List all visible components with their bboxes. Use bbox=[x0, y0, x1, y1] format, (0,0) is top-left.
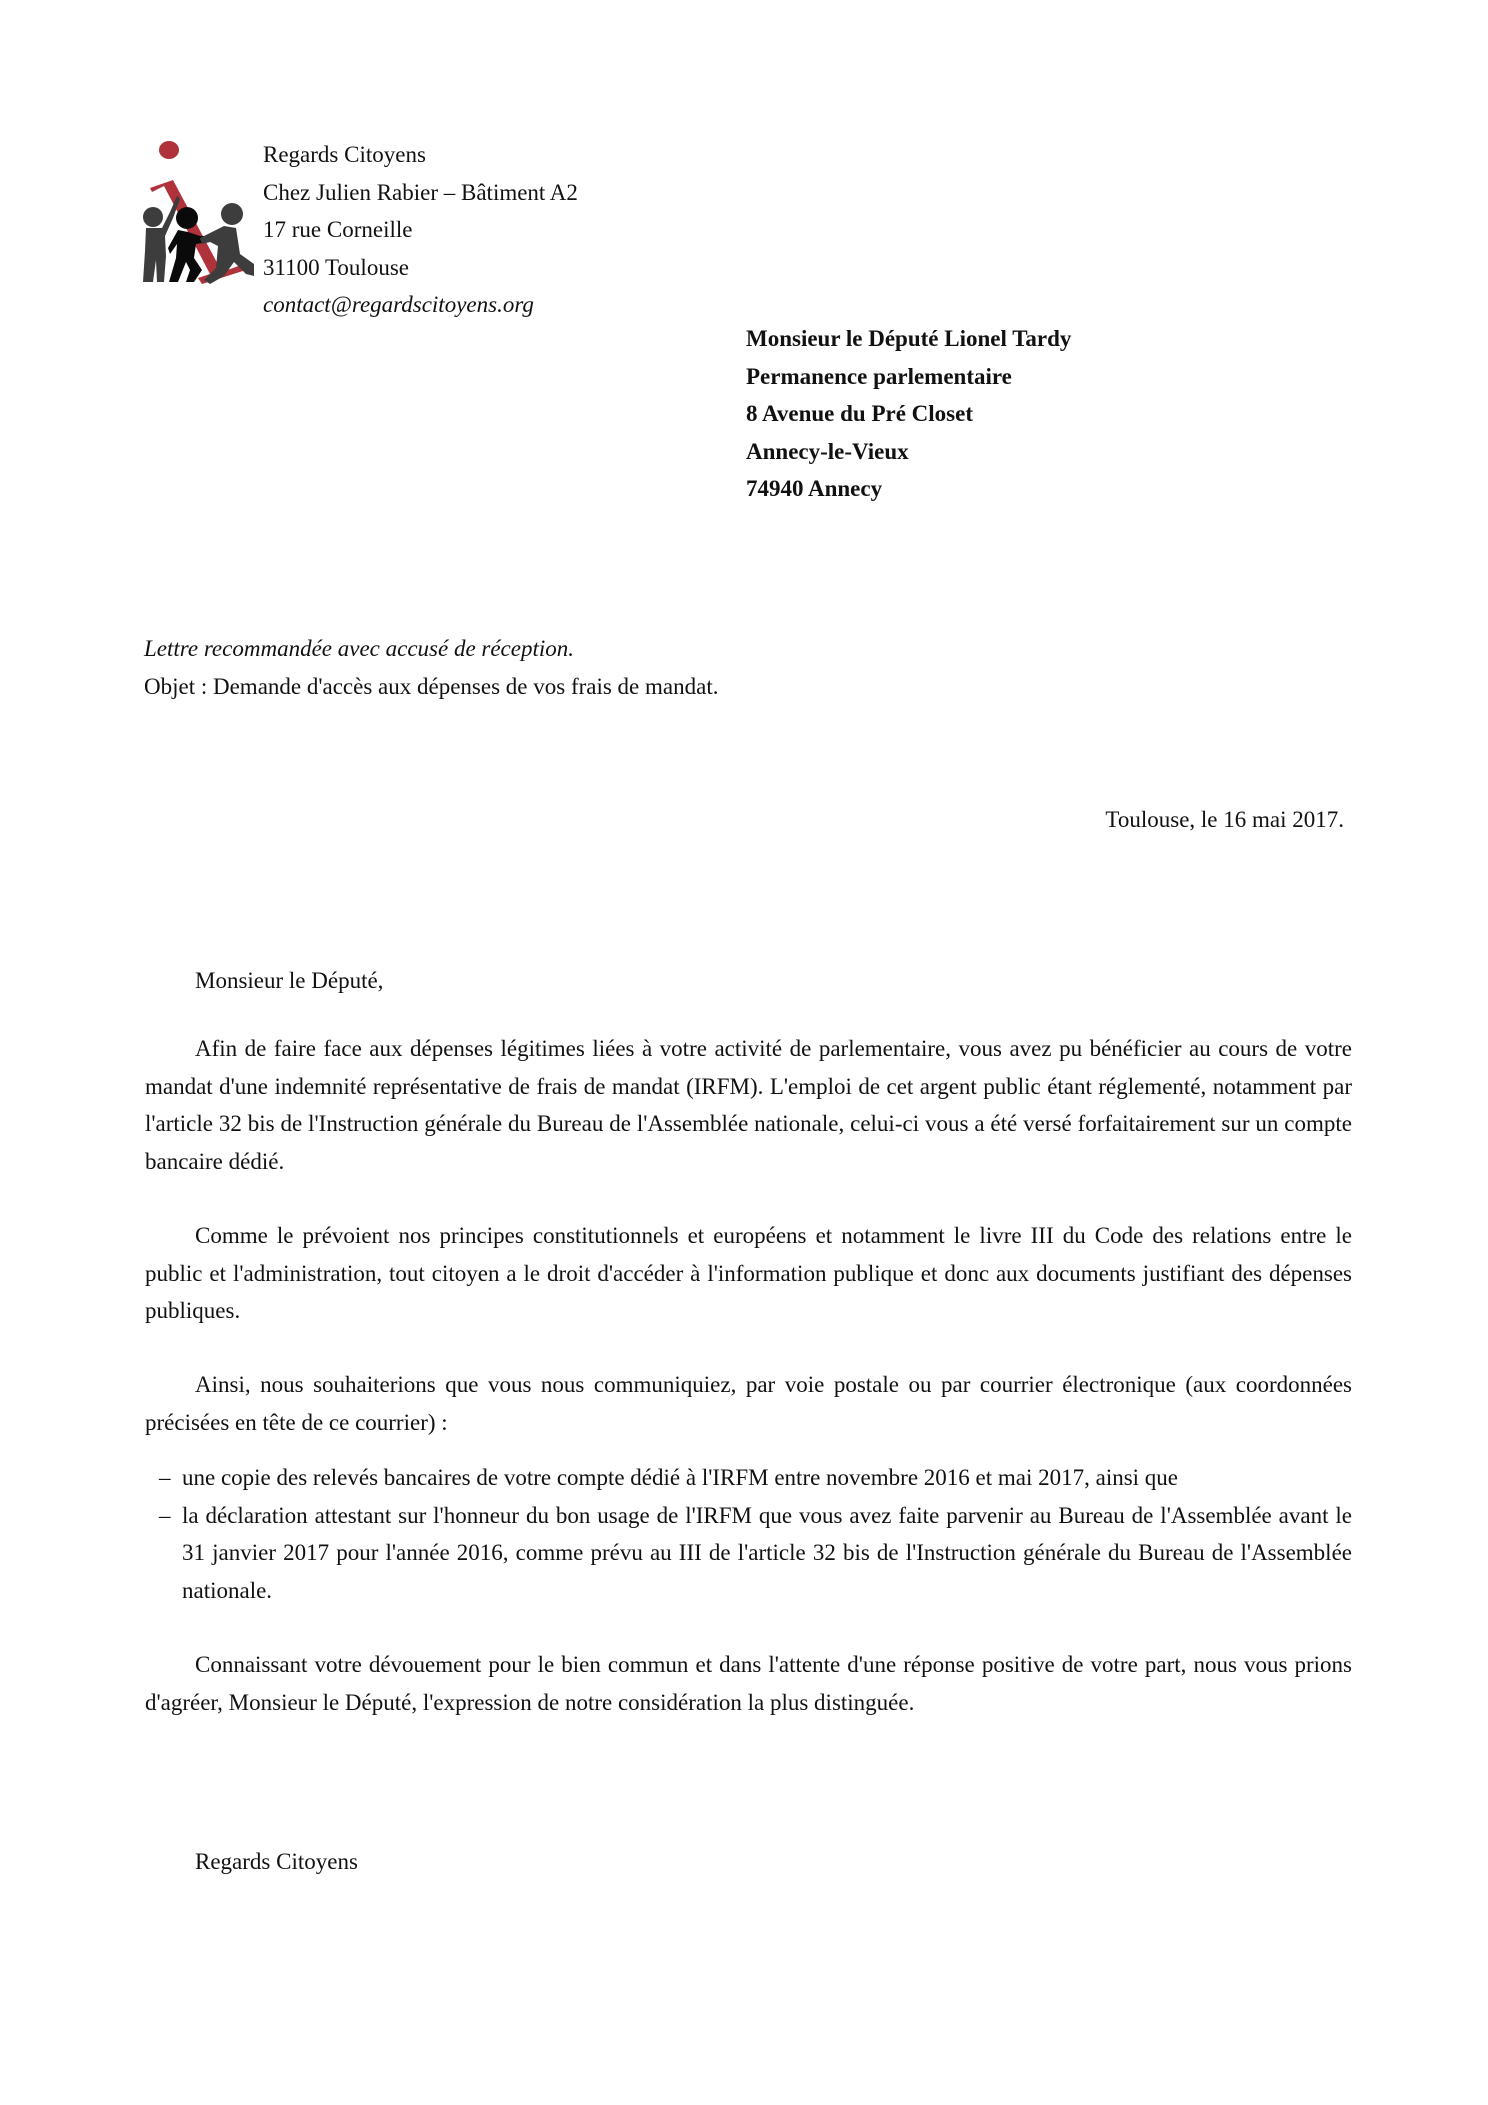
body-paragraph-2: Comme le prévoient nos principes constitutionnels et européens et notamment le livre III du Code des relations entre le public et l'administration, tout citoyen a le droit d'accéder à l'information publique et donc aux documents justifiant des dépenses publiques. bbox=[145, 1223, 1352, 1324]
recipient-street: 8 Avenue du Pré Closet bbox=[746, 401, 974, 427]
recipient-locality: Annecy-le-Vieux bbox=[746, 438, 909, 464]
list-item-text: la déclaration attestant sur l'honneur du bon usage de l'IRFM que vous avez faite parvenir au Bureau de l'Assemblée avant le 31 janvier 2017 pour l'année 2016, comme prévu au III de l'article 32 bis de l'Instruction générale du Bureau de l'Assemblée nationale. bbox=[182, 1502, 1352, 1603]
sender-city: 31100 Toulouse bbox=[263, 254, 409, 280]
sender-address-line2: 17 rue Corneille bbox=[263, 217, 413, 243]
regards-citoyens-logo-icon bbox=[140, 136, 255, 286]
recipient-name: Monsieur le Député Lionel Tardy bbox=[746, 326, 1072, 351]
recipient-address-block bbox=[746, 320, 1071, 508]
list-item bbox=[159, 1459, 1352, 1497]
delivery-note: Lettre recommandée avec accusé de réception. bbox=[144, 636, 575, 661]
list-item bbox=[159, 1497, 1352, 1610]
sender-email: contact@regardscitoyens.org bbox=[263, 292, 534, 318]
dash-bullet: – bbox=[159, 1502, 171, 1528]
sender-address-block bbox=[263, 136, 578, 324]
salutation: Monsieur le Député, bbox=[195, 968, 384, 993]
sender-address-line1: Chez Julien Rabier – Bâtiment A2 bbox=[263, 179, 578, 205]
dash-bullet: – bbox=[159, 1465, 171, 1490]
reference-block bbox=[144, 630, 718, 705]
closing-paragraph: Connaissant votre dévouement pour le bien commun et dans l'attente d'une réponse positive de votre part, nous vous prions d'agréer, Monsieur le Député, l'expression de notre considération la plus distinguée. bbox=[145, 1652, 1352, 1715]
list-item-text: une copie des relevés bancaires de votre compte dédié à l'IRFM entre novembre 2016 et mai 2017, ainsi que bbox=[182, 1465, 1179, 1490]
body-paragraph-1: Afin de faire face aux dépenses légitimes liées à votre activité de parlementaire, vous avez pu bénéficier au cours de votre mandat d'une indemnité représentative de frais de mandat (IRFM). L'emploi de cet argent public étant réglementé, notamment par l'article 32 bis de l'Instruction générale du Bureau de l'Assemblée nationale, celui-ci vous a été versé forfaitairement sur un compte bancaire dédié. bbox=[145, 1036, 1352, 1174]
signature: Regards Citoyens bbox=[195, 1849, 358, 1874]
date-line: Toulouse, le 16 mai 2017. bbox=[1105, 807, 1344, 832]
recipient-city: 74940 Annecy bbox=[746, 476, 883, 502]
recipient-office: Permanence parlementaire bbox=[746, 363, 1012, 389]
request-list bbox=[159, 1459, 1352, 1609]
subject-line: Objet : Demande d'accès aux dépenses de vos frais de mandat. bbox=[144, 673, 719, 699]
body-paragraph-3: Ainsi, nous souhaiterions que vous nous communiquiez, par voie postale ou par courrier électronique (aux coordonnées précisées en tête de ce courrier) : bbox=[145, 1372, 1352, 1435]
sender-name: Regards Citoyens bbox=[263, 142, 426, 167]
